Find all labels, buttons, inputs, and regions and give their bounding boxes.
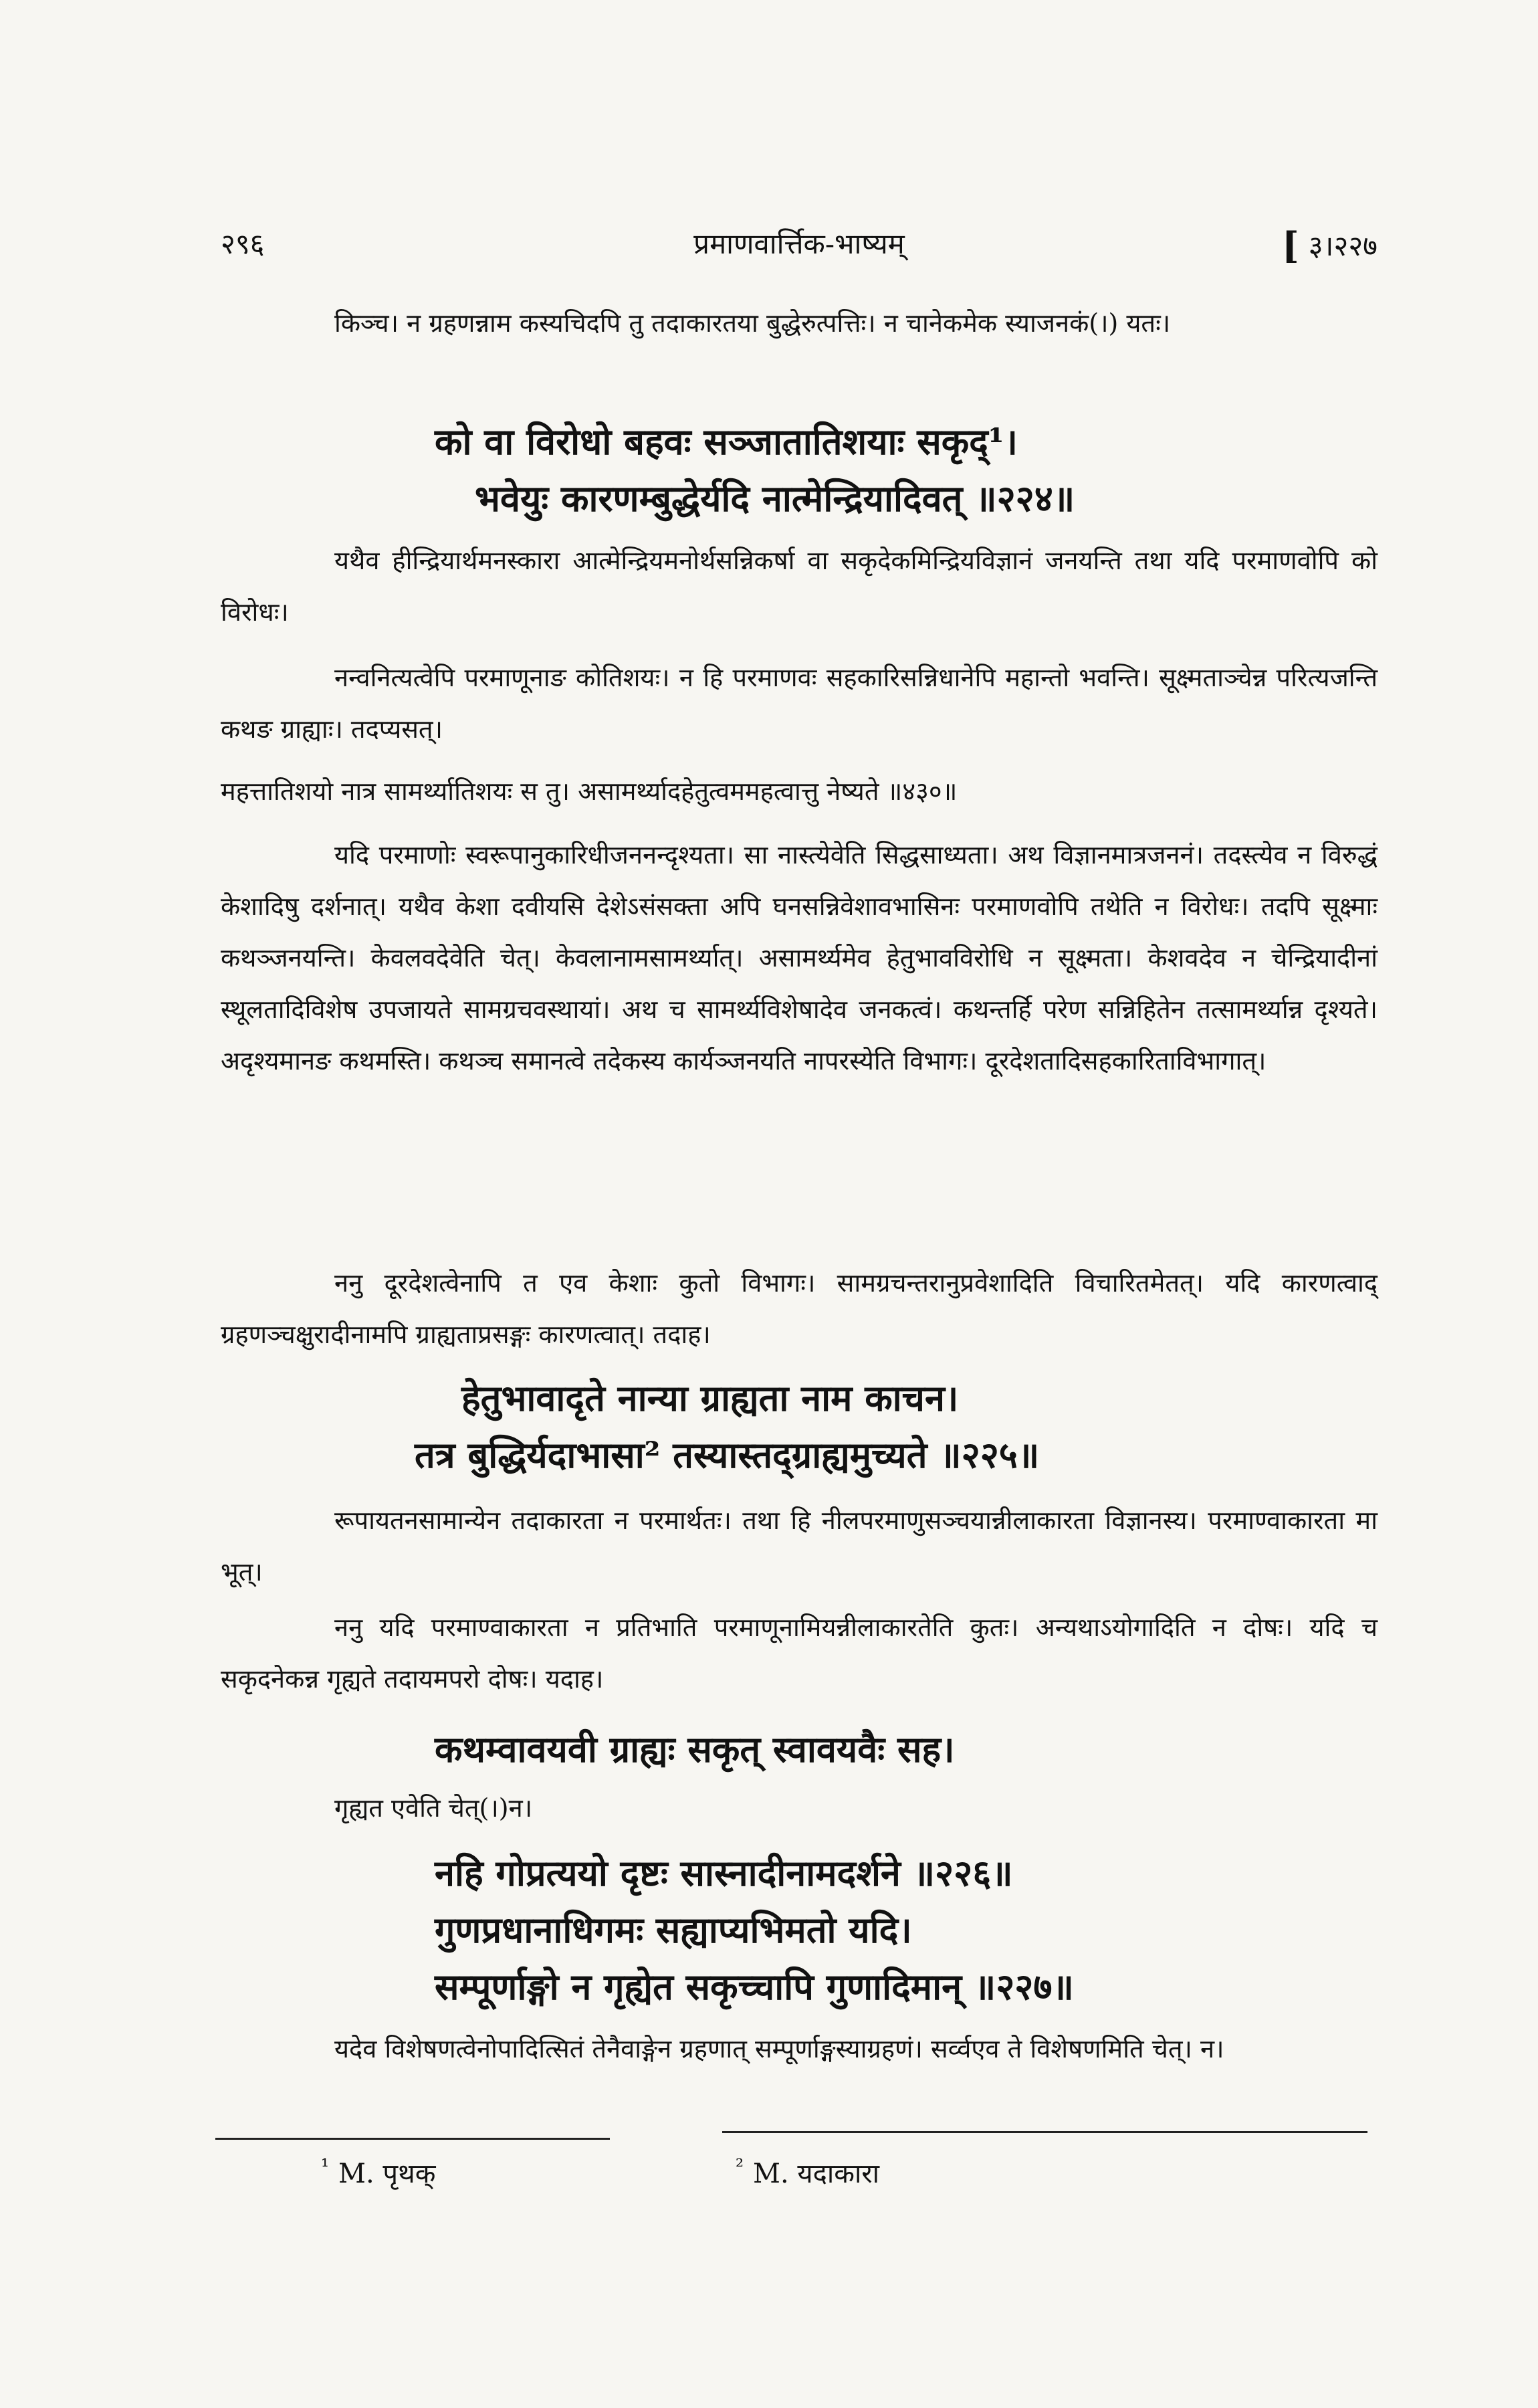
- paragraph-5: यदि परमाणोः स्वरूपानुकारिधीजननन्दृश्यता। सा नास्त्येवेति सिद्धसाध्यता। अथ विज्ञानमात्रजननं। तदस्त्येव न विरुद्धं केशादिषु दर्शनात्। यथैव केशा दवीयसि देशेऽसंसक्ता अपि घनसन्निवेशावभासिनः परमाणवोपि तथेति न विरोधः। तदपि सूक्ष्माः कथञ्जनयन्ति। केवलवदेवेति चेत्। केवलानामसामर्थ्यात्। असामर्थ्यमेव हेतुभावविरोधि न सूक्ष्मता। केशवदेव न चेन्द्रियादीनां स्थूलतादिविशेष उपजायते सामग्रचवस्थायां। अथ च सामर्थ्यविशेषादेव जनकत्वं। कथन्तर्हि परेण सन्निहितेन तत्सामर्थ्यान्न दृश्यते। अदृश्यमानङ कथमस्ति। कथञ्च समानत्वे तदेकस्य कार्यञ्जनयति नापरस्येति विभागः। दूरदेशतादिसहकारिताविभागात्।: [221, 840, 1378, 1076]
- paragraph-9: गृह्यत एवेति चेत्(।)न।: [334, 1793, 533, 1823]
- verse-226-part-a: कथम्वावयवी ग्राह्यः सकृत् स्वावयवैः सह।: [435, 1728, 955, 1771]
- section-reference: [1282, 224, 1378, 267]
- paragraph-8: ननु यदि परमाण्वाकारता न प्रतिभाति परमाणूनामियन्नीलाकारतेति कुतः। अन्यथाऽयोगादिति न दोषः। यदि च सकृदनेकन्न गृह्यते तदायमपरो दोषः। यदाह।: [221, 1613, 1378, 1694]
- footnote-2-mark: ²: [736, 2154, 744, 2179]
- footnote-2-text: M. यदाकारा: [753, 2159, 880, 2189]
- footnote-1-mark: ¹: [321, 2154, 330, 2179]
- verse-227-line-2: सम्पूर्णाङ्गो न गृह्येत सकृच्चापि गुणादिमान् ॥२२७॥: [435, 1965, 1074, 2008]
- paragraph-4: महत्तातिशयो नात्र सामर्थ्यातिशयः स तु। असामर्थ्यादहेतुत्वममहत्वात्तु नेष्यते ॥४३०॥: [221, 777, 958, 806]
- page-header: [221, 224, 1378, 271]
- running-title: प्रमाणवार्त्तिक-भाष्यम्: [693, 227, 905, 260]
- section-bracket: [: [1282, 224, 1299, 267]
- paragraph-6: ननु दूरदेशत्वेनापि त एव केशाः कुतो विभागः। सामग्रचन्तरानुप्रवेशादिति विचारितमेतत्। यदि कारणत्वाद् ग्रहणञ्चक्षुरादीनामपि ग्राह्यताप्रसङ्गः कारणत्वात्। तदाह।: [221, 1268, 1378, 1349]
- footnote-1-text: M. पृथक्: [338, 2159, 436, 2189]
- footnote-1: [321, 2154, 435, 2191]
- verse-224-line-2: भवेयुः कारणम्बुद्धेर्यदि नात्मेन्द्रियादिवत् ॥२२४॥: [475, 477, 1075, 520]
- verse-225-line-2: तत्र बुद्धिर्यदाभासा² तस्यास्तद्ग्राह्यमुच्यते ॥२२५॥: [415, 1433, 1040, 1476]
- section-ref-text: ३।२२७: [1308, 229, 1378, 262]
- paragraph-10: यदेव विशेषणत्वेनोपादित्सितं तेनैवाङ्गेन ग्रहणात् सम्पूर्णाङ्गस्याग्रहणं। सर्व्वएव ते विशेषणमिति चेत्। न।: [334, 2034, 1224, 2064]
- footnote-rule-left: [215, 2138, 610, 2140]
- paragraph-3: नन्वनित्यत्वेपि परमाणूनाङ कोतिशयः। न हि परमाणवः सहकारिसन्निधानेपि महान्तो भवन्ति। सूक्ष्मताञ्चेन्न परित्यजन्ति कथङ ग्राह्याः। तदप्यसत्।: [221, 663, 1378, 744]
- paragraph-7: रूपायतनसामान्येन तदाकारता न परमार्थतः। तथा हि नीलपरमाणुसञ्चयान्नीलाकारता विज्ञानस्य। परमाण्वाकारता मा भूत्।: [221, 1506, 1378, 1587]
- verse-226-part-b: नहि गोप्रत्ययो दृष्टः सास्नादीनामदर्शने ॥२२६॥: [435, 1851, 1013, 1894]
- verse-227-line-1: गुणप्रधानाधिगमः सह्याप्यभिमतो यदि।: [435, 1908, 912, 1951]
- paragraph-2: यथैव हीन्द्रियार्थमनस्कारा आत्मेन्द्रियमनोर्थसन्निकर्षा वा सकृदेकमिन्द्रियविज्ञानं जनयन्ति तथा यदि परमाणवोपि को विरोधः।: [221, 546, 1378, 627]
- page-number: २९६: [221, 227, 265, 260]
- footnote-rule-right: [722, 2131, 1367, 2133]
- verse-225-line-1: हेतुभावादृते नान्या ग्राह्यता नाम काचन।: [461, 1377, 959, 1419]
- verse-224-line-1: को वा विरोधो बहवः सञ्जातातिशयाः सकृद्¹।: [435, 420, 1018, 463]
- footnote-2: [736, 2154, 879, 2191]
- paragraph-1: किञ्च। न ग्रहणन्नाम कस्यचिदपि तु तदाकारतया बुद्धेरुत्पत्तिः। न चानेकमेक स्याजनकं(।) यतः।: [334, 308, 1171, 338]
